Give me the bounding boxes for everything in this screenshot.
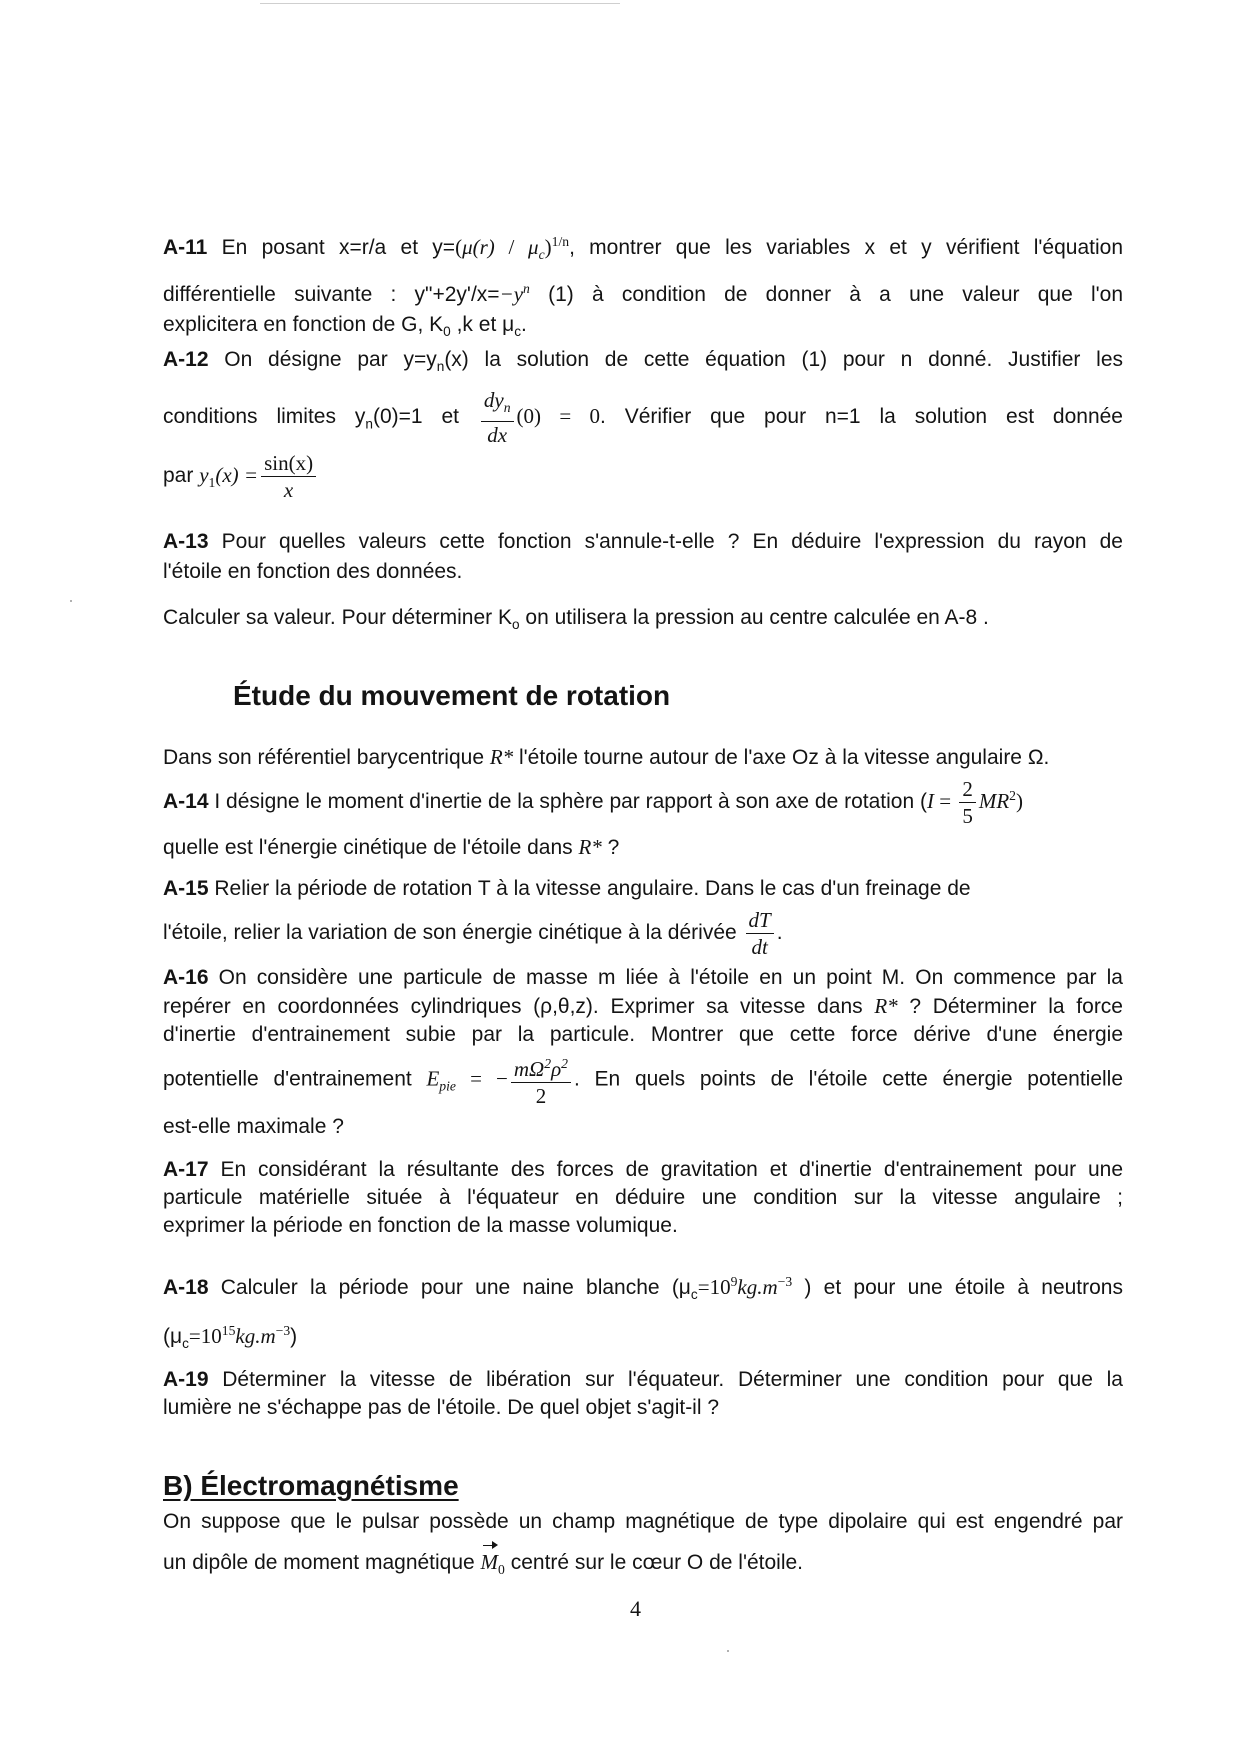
a13-line-2: l'étoile en fonction des données. bbox=[163, 560, 463, 583]
dT-dt-fraction bbox=[746, 907, 774, 960]
a17-line-1 bbox=[163, 1156, 1123, 1184]
text: (μ bbox=[163, 1325, 183, 1349]
text: Relier la période de rotation T à la vitesse angulaire. Dans le cas d'un freinage de bbox=[214, 877, 971, 900]
math: c bbox=[182, 1336, 189, 1352]
math: I bbox=[926, 789, 934, 814]
text: On désigne par y=y bbox=[224, 348, 437, 371]
math: kg.m bbox=[235, 1324, 276, 1349]
fraction-denominator: dx bbox=[487, 423, 508, 448]
text: Déterminer la vitesse de libération sur l'équateur. Déterminer une condition pour que la bbox=[222, 1368, 1123, 1391]
math: n bbox=[436, 359, 445, 375]
question-a17 bbox=[163, 1156, 1123, 1240]
fraction-denominator: 2 bbox=[535, 1084, 547, 1108]
math: =10 bbox=[697, 1275, 731, 1299]
math: 2 bbox=[544, 1056, 552, 1071]
question-a13 bbox=[163, 528, 1123, 639]
math: 1/n bbox=[551, 234, 570, 249]
math: c bbox=[690, 1287, 698, 1303]
math: 15 bbox=[221, 1323, 236, 1339]
math: = bbox=[933, 789, 957, 814]
fraction-denominator: dt bbox=[751, 935, 768, 959]
math: n bbox=[503, 400, 511, 416]
text: En considérant la résultante des forces de gravitation et d'inertie d'entrainement pour une bbox=[220, 1158, 1124, 1181]
math: ) bbox=[1015, 789, 1023, 814]
text: (x) la solution de cette équation (1) pour n donné. Justifier les bbox=[444, 348, 1123, 371]
math: =10 bbox=[188, 1324, 222, 1349]
math: ) bbox=[544, 235, 552, 259]
text: ? Déterminer la force bbox=[897, 995, 1123, 1018]
a19-line-1 bbox=[163, 1366, 1123, 1394]
question-a14 bbox=[163, 776, 1123, 862]
text: un dipôle de moment magnétique bbox=[163, 1551, 481, 1574]
question-a18 bbox=[163, 1268, 1123, 1358]
math: 9 bbox=[730, 1274, 738, 1289]
a13-line-1 bbox=[163, 528, 1123, 556]
scan-speck bbox=[727, 1650, 729, 1652]
scan-speck bbox=[70, 600, 72, 602]
a16-line-2 bbox=[163, 992, 1123, 1021]
a17-line-2: particule matérielle située à l'équateur en déduire une condition sur la vitesse angulaire ; bbox=[163, 1186, 1123, 1209]
a12-line-2 bbox=[163, 387, 1123, 448]
math: μ bbox=[528, 235, 539, 259]
a15-line-2 bbox=[163, 907, 1123, 960]
math: dy bbox=[483, 388, 504, 413]
a12-line-3 bbox=[163, 450, 1123, 503]
question-a16 bbox=[163, 964, 1123, 1141]
text: conditions limites y bbox=[163, 405, 366, 429]
section-b-line-2 bbox=[163, 1548, 1123, 1584]
fraction-numerator bbox=[511, 1051, 571, 1083]
top-edge-rule bbox=[260, 3, 620, 4]
two-fifths-fraction bbox=[959, 776, 976, 829]
text: . bbox=[776, 921, 783, 945]
question-a19 bbox=[163, 1366, 1123, 1422]
text: . Vérifier que pour n=1 la solution est donnée bbox=[599, 405, 1123, 429]
text: . En quels points de l'étoile cette énergie potentielle bbox=[574, 1067, 1124, 1091]
vector-M: M bbox=[480, 1550, 499, 1574]
question-label: A-19 bbox=[163, 1368, 209, 1391]
question-label: A-13 bbox=[163, 530, 209, 553]
text: ) et pour une étoile à neutrons bbox=[804, 1276, 1123, 1299]
a18-line-1 bbox=[163, 1268, 1123, 1309]
fraction-denominator: x bbox=[283, 478, 294, 503]
a12-line-1 bbox=[163, 346, 1123, 381]
question-a12 bbox=[163, 346, 1123, 503]
a11-line-1 bbox=[163, 228, 1123, 269]
a14-line-1 bbox=[163, 776, 1123, 829]
fraction-denominator: 5 bbox=[962, 804, 973, 828]
text: . bbox=[521, 313, 527, 337]
sinc-fraction bbox=[261, 450, 316, 503]
fraction-numerator: 2 bbox=[959, 776, 976, 803]
section-b-intro bbox=[163, 1508, 1123, 1584]
math: −3 bbox=[275, 1323, 291, 1339]
math: R* bbox=[489, 745, 514, 769]
a18-line-2 bbox=[163, 1317, 1123, 1358]
math: (x) = bbox=[215, 463, 259, 488]
text: repérer en coordonnées cylindriques (ρ,θ,z). Exprimer sa vitesse dans bbox=[163, 995, 875, 1018]
derivative-fraction bbox=[481, 387, 514, 448]
question-label: A-18 bbox=[163, 1276, 209, 1299]
text: , montrer que les variables x et y vérifient l'équation bbox=[569, 236, 1124, 259]
question-label: A-16 bbox=[163, 966, 209, 989]
text: Pour quelles valeurs cette fonction s'annule-t-elle ? En déduire l'expression du rayon de bbox=[221, 530, 1123, 553]
math: R* bbox=[578, 835, 602, 859]
text: ) bbox=[290, 1325, 298, 1349]
a16-line-5: est-elle maximale ? bbox=[163, 1115, 344, 1138]
text: Calculer sa valeur. Pour déterminer K bbox=[163, 606, 512, 629]
math: 0 bbox=[443, 324, 451, 340]
text: En posant x=r/a et y= bbox=[221, 236, 456, 259]
section-b-line-1: On suppose que le pulsar possède un champ magnétique de type dipolaire qui est engendré par bbox=[163, 1510, 1123, 1533]
math: −y bbox=[499, 282, 524, 307]
question-label: A-17 bbox=[163, 1158, 209, 1181]
text: l'étoile tourne autour de l'axe Oz à la vitesse angulaire Ω. bbox=[513, 746, 1050, 769]
text: l'étoile, relier la variation de son énergie cinétique à la dérivée bbox=[163, 921, 737, 945]
a11-line-3 bbox=[163, 311, 1123, 346]
question-label: A-12 bbox=[163, 348, 209, 371]
a15-line-1 bbox=[163, 875, 1123, 903]
text: (1) à condition de donner à a une valeur que l'on bbox=[529, 283, 1123, 307]
question-label: A-15 bbox=[163, 877, 209, 900]
fraction-numerator: sin(x) bbox=[261, 450, 316, 477]
math: c bbox=[514, 324, 522, 340]
math: ( bbox=[455, 235, 463, 259]
math: MR bbox=[978, 789, 1010, 814]
question-a11 bbox=[163, 228, 1123, 346]
fraction-numerator: dT bbox=[746, 907, 774, 934]
text: I désigne le moment d'inertie de la sphère par rapport à son axe de rotation ( bbox=[214, 790, 927, 814]
text: on utilisera la pression au centre calculée en A-8 . bbox=[519, 606, 989, 629]
page-number: 4 bbox=[630, 1596, 641, 1621]
math: 1 bbox=[208, 475, 216, 491]
math: / bbox=[494, 235, 529, 259]
math: = − bbox=[455, 1066, 508, 1091]
math: 2 bbox=[561, 1056, 568, 1071]
text: Calculer la période pour une naine blanche (μ bbox=[220, 1276, 691, 1299]
math: n bbox=[365, 416, 373, 432]
question-a15 bbox=[163, 875, 1123, 960]
text: Dans son référentiel barycentrique bbox=[163, 746, 490, 769]
a17-line-3: exprimer la période en fonction de la masse volumique. bbox=[163, 1214, 678, 1237]
a16-line-3: d'inertie d'entrainement subie par la particule. Montrer que cette force dérive d'une énergie bbox=[163, 1023, 1123, 1046]
text: explicitera en fonction de G, K bbox=[163, 313, 444, 337]
text: On considère une particule de masse m liée à l'étoile en un point M. On commence par la bbox=[218, 966, 1123, 989]
math: 2 bbox=[1009, 788, 1016, 804]
math: o bbox=[512, 617, 520, 633]
text: par bbox=[163, 464, 200, 488]
math: mΩ bbox=[513, 1057, 545, 1081]
math: (0) = 0 bbox=[516, 404, 600, 429]
math: n bbox=[523, 281, 530, 297]
math: E bbox=[426, 1066, 440, 1091]
math: 0 bbox=[498, 1562, 505, 1578]
a16-line-4 bbox=[163, 1051, 1123, 1109]
rotation-intro bbox=[163, 743, 1123, 772]
fraction-numerator bbox=[481, 387, 514, 422]
a13-line-3 bbox=[163, 604, 1123, 639]
math: kg.m bbox=[737, 1275, 778, 1299]
text: ? bbox=[601, 836, 620, 859]
a11-line-2 bbox=[163, 275, 1123, 309]
a14-line-2 bbox=[163, 833, 1123, 862]
question-label: A-11 bbox=[163, 236, 208, 259]
a19-line-2: lumière ne s'échappe pas de l'étoile. De quel objet s'agit-il ? bbox=[163, 1396, 720, 1419]
math: pie bbox=[439, 1078, 456, 1094]
text: quelle est l'énergie cinétique de l'étoile dans bbox=[163, 836, 579, 859]
math: c bbox=[538, 247, 545, 263]
text: centré sur le cœur O de l'étoile. bbox=[504, 1551, 803, 1574]
math: μ(r) bbox=[462, 235, 495, 259]
math: ρ bbox=[551, 1057, 562, 1081]
question-label: A-14 bbox=[163, 790, 209, 814]
math: y bbox=[199, 463, 209, 488]
text: ,k et μ bbox=[450, 313, 515, 337]
section-title-electromagnetism: B) Électromagnétisme bbox=[163, 1470, 459, 1501]
a16-line-1 bbox=[163, 964, 1123, 992]
section-title-rotation: Étude du mouvement de rotation bbox=[233, 680, 671, 711]
text: différentielle suivante : y"+2y'/x= bbox=[163, 283, 500, 307]
text: (0)=1 et bbox=[372, 405, 478, 429]
text: potentielle d'entrainement bbox=[163, 1067, 427, 1091]
math: R* bbox=[874, 994, 898, 1018]
potential-energy-fraction bbox=[511, 1051, 571, 1109]
math: −3 bbox=[777, 1274, 793, 1289]
